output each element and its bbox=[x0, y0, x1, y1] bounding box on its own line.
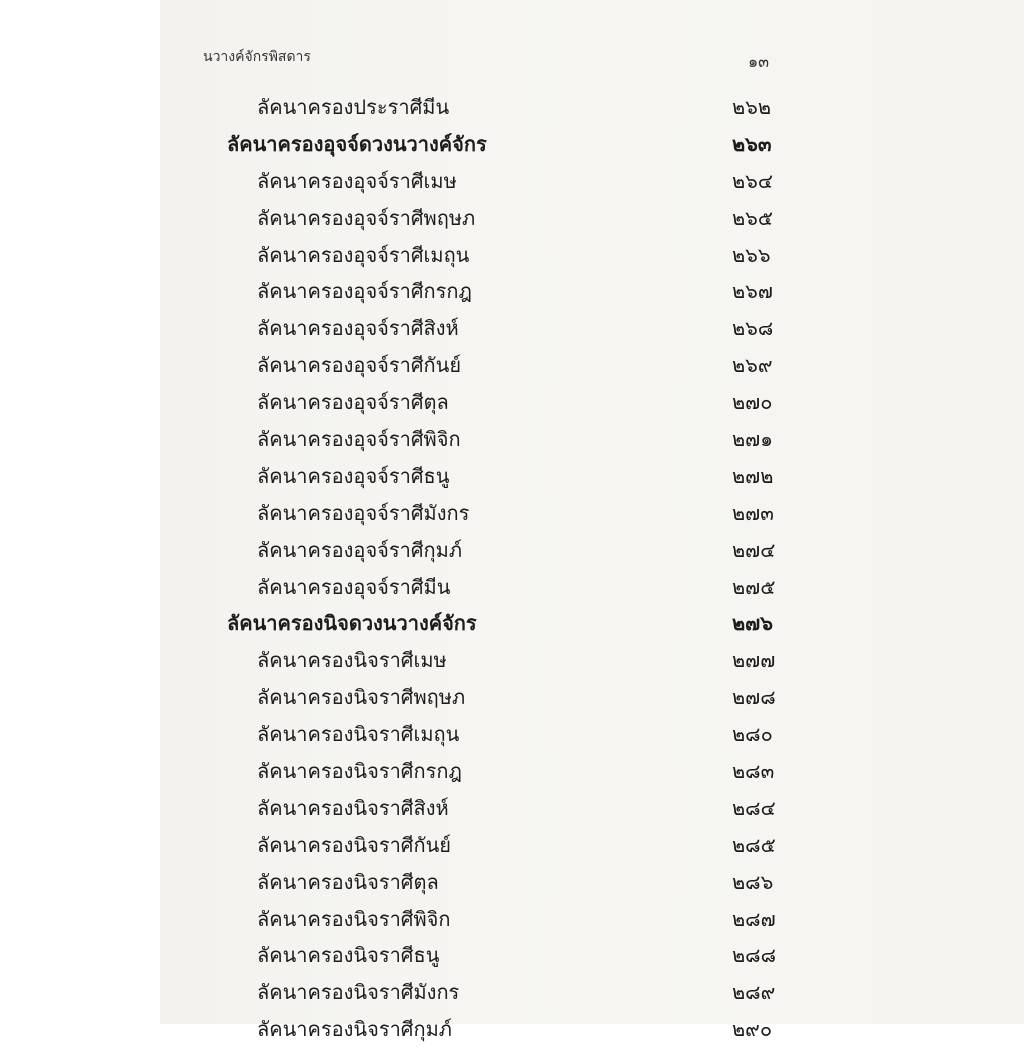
toc-entry-title: ลัคนาครองนิจราศีธนู bbox=[257, 943, 440, 968]
toc-entry-page: ๒๖๖ bbox=[732, 242, 771, 267]
toc-entry bbox=[160, 498, 1024, 535]
toc-entry bbox=[160, 645, 1024, 682]
running-head: นวางค์จักรพิสดาร bbox=[203, 49, 311, 65]
toc-entry-page: ๒๘๖ bbox=[732, 869, 774, 894]
toc-entry-title: ลัคนาครองนิจราศีตุล bbox=[257, 869, 439, 894]
toc-entry-page: ๒๖๗ bbox=[732, 279, 773, 304]
toc-entry-title: ลัคนาครองนิจราศีกรกฎ bbox=[257, 759, 462, 784]
toc-entry-title: ลัคนาครองนิจราศีพฤษภ bbox=[257, 685, 466, 710]
toc-entry-page: ๒๘๔ bbox=[732, 795, 776, 820]
toc-entry-page: ๒๖๔ bbox=[732, 168, 774, 193]
toc-entry-title: ลัคนาครองนิจดวงนวางค์จักร bbox=[227, 611, 477, 636]
toc-entry-title: ลัคนาครองอุจจ์ราศีเมถุน bbox=[257, 242, 470, 267]
toc-entry-title: ลัคนาครองอุจจ์ราศีพฤษภ bbox=[257, 205, 476, 230]
toc-entry bbox=[160, 276, 1024, 313]
toc-entry bbox=[160, 572, 1024, 609]
toc-entry-page: ๒๗๑ bbox=[732, 427, 773, 452]
toc-entry bbox=[160, 904, 1024, 941]
toc-entry-page: ๒๘๐ bbox=[732, 722, 773, 747]
toc-entry-title: ลัคนาครองอุจจ์ราศีพิจิก bbox=[257, 427, 461, 452]
table-of-contents bbox=[160, 92, 1024, 1051]
toc-entry bbox=[160, 535, 1024, 572]
toc-entry-title: ลัคนาครองนิจราศีสิงห์ bbox=[257, 795, 449, 820]
toc-entry-page: ๒๖๓ bbox=[732, 131, 772, 156]
toc-entry-page: ๒๗๓ bbox=[732, 500, 774, 525]
toc-entry-page: ๒๗๒ bbox=[732, 463, 774, 488]
toc-entry-title: ลัคนาครองอุจจ์ราศีเมษ bbox=[257, 168, 457, 193]
toc-section-heading bbox=[160, 608, 1024, 645]
toc-entry-title: ลัคนาครองอุจจ์ราศีมีน bbox=[257, 574, 451, 599]
toc-entry bbox=[160, 350, 1024, 387]
toc-entry-page: ๒๗๘ bbox=[732, 685, 776, 710]
book-page bbox=[160, 0, 1024, 1042]
toc-section-heading bbox=[160, 129, 1024, 166]
toc-entry bbox=[160, 92, 1024, 129]
toc-entry-title: ลัคนาครองอุจจ์ราศีกันย์ bbox=[257, 353, 462, 378]
toc-entry bbox=[160, 682, 1024, 719]
toc-entry-title: ลัคนาครองนิจราศีเมถุน bbox=[257, 722, 460, 747]
toc-entry-page: ๒๗๕ bbox=[732, 574, 776, 599]
toc-entry-page: ๒๖๕ bbox=[732, 205, 774, 230]
toc-entry-title: ลัคนาครองประราศีมีน bbox=[257, 95, 450, 119]
toc-entry-page: ๒๗๖ bbox=[732, 611, 773, 636]
toc-entry bbox=[160, 793, 1024, 830]
toc-entry-page: ๒๖๙ bbox=[732, 353, 773, 378]
toc-entry-title: ลัคนาครองอุจจ์ราศีสิงห์ bbox=[257, 316, 459, 341]
toc-entry bbox=[160, 867, 1024, 904]
toc-entry-title: ลัคนาครองนิจราศีกันย์ bbox=[257, 832, 451, 857]
toc-entry bbox=[160, 387, 1024, 424]
toc-entry-page: ๒๘๗ bbox=[732, 906, 776, 931]
toc-entry-page: ๒๘๘ bbox=[732, 943, 777, 968]
toc-entry bbox=[160, 313, 1024, 350]
toc-entry bbox=[160, 1014, 1024, 1051]
toc-entry bbox=[160, 240, 1024, 277]
toc-entry bbox=[160, 756, 1024, 793]
toc-entry-title: ลัคนาครองอุจจ์ราศีกุมภ์ bbox=[257, 537, 463, 562]
toc-entry bbox=[160, 830, 1024, 867]
toc-entry-title: ลัคนาครองนิจราศีมังกร bbox=[257, 980, 460, 1005]
toc-entry-title: ลัคนาครองนิจราศีพิจิก bbox=[257, 906, 451, 931]
toc-entry bbox=[160, 940, 1024, 977]
toc-entry bbox=[160, 424, 1024, 461]
toc-entry-page: ๒๖๘ bbox=[732, 316, 774, 341]
toc-entry-page: ๒๖๒ bbox=[732, 95, 772, 119]
toc-entry-page: ๒๗๗ bbox=[732, 648, 776, 673]
toc-entry-title: ลัคนาครองอุจจ์ราศีกรกฎ bbox=[257, 279, 472, 304]
page-number: ๑๓ bbox=[748, 52, 770, 71]
toc-entry-page: ๒๗๐ bbox=[732, 390, 773, 415]
toc-entry-title: ลัคนาครองนิจราศีเมษ bbox=[257, 648, 447, 673]
toc-entry bbox=[160, 166, 1024, 203]
toc-entry-page: ๒๘๙ bbox=[732, 980, 776, 1005]
toc-entry-page: ๒๗๔ bbox=[732, 537, 776, 562]
toc-entry bbox=[160, 977, 1024, 1014]
toc-entry-title: ลัคนาครองอุจจ์ดวงนวางค์จักร bbox=[227, 131, 487, 156]
toc-entry-page: ๒๙๐ bbox=[732, 1017, 773, 1042]
toc-entry-title: ลัคนาครองอุจจ์ราศีธนู bbox=[257, 463, 450, 488]
toc-entry-title: ลัคนาครองอุจจ์ราศีมังกร bbox=[257, 500, 470, 525]
toc-entry bbox=[160, 203, 1024, 240]
toc-entry bbox=[160, 719, 1024, 756]
toc-entry-page: ๒๘๓ bbox=[732, 759, 775, 784]
toc-entry-page: ๒๘๕ bbox=[732, 832, 776, 857]
toc-entry bbox=[160, 461, 1024, 498]
toc-entry-title: ลัคนาครองอุจจ์ราศีตุล bbox=[257, 390, 449, 415]
toc-entry-title: ลัคนาครองนิจราศีกุมภ์ bbox=[257, 1017, 452, 1042]
